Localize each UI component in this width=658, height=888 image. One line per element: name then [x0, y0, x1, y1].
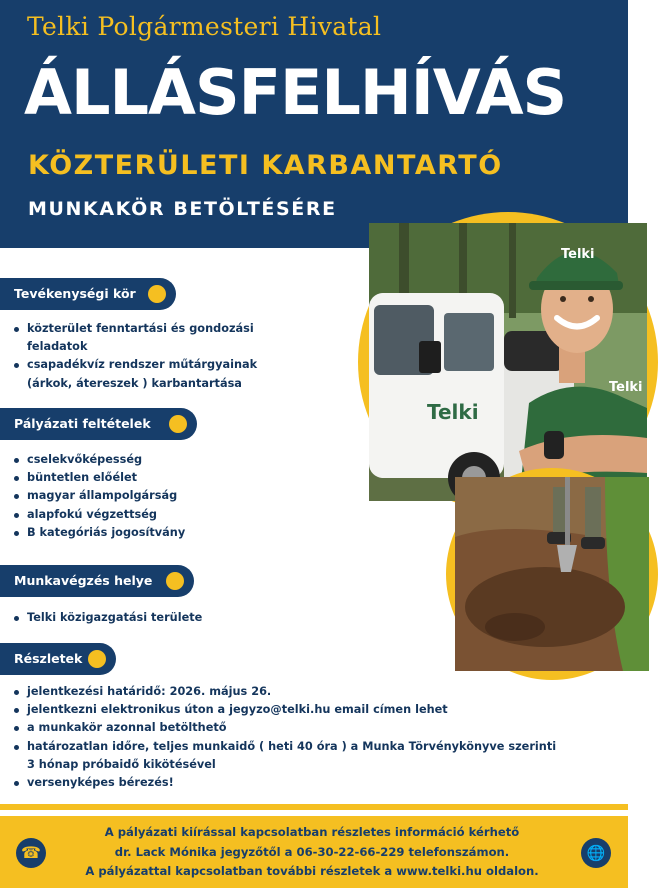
- section-title-details: Részletek: [14, 651, 83, 666]
- list-item: közterület fenntartási és gondozási: [12, 320, 282, 338]
- section-header-location: [0, 565, 194, 597]
- position-title: KÖZTERÜLETI KARBANTARTÓ: [28, 150, 503, 181]
- list-item: határozatlan időre, teljes munkaidő ( heti 40 óra ) a Munka Törvénykönyve szerinti: [12, 738, 612, 756]
- list-item: alapfokú végzettség: [12, 506, 272, 524]
- list-item-continuation: feladatok: [27, 340, 88, 354]
- list-item: B kategóriás jogosítvány: [12, 524, 272, 542]
- list-item: büntetlen előélet: [12, 469, 272, 487]
- list-item: jelentkezni elektronikus úton a jegyzo@telki.hu email címen lehet: [12, 701, 612, 719]
- list-item: magyar állampolgárság: [12, 487, 272, 505]
- activities-list: [12, 320, 282, 393]
- section-header-requirements: [0, 408, 197, 440]
- list-item: Telki közigazgatási területe: [12, 609, 292, 627]
- list-item: [12, 338, 282, 356]
- list-item: versenyképes bérezés!: [12, 774, 612, 792]
- location-list: [12, 609, 292, 627]
- footer-line-3: A pályázattal kapcsolatban további részletek a www.telki.hu oldalon.: [85, 864, 539, 878]
- headline: ÁLLÁSFELHÍVÁS: [24, 56, 567, 129]
- yellow-dot-icon: [88, 650, 106, 668]
- footer-line-2: dr. Lack Mónika jegyzőtől a 06-30-22-66-229 telefonszámon.: [114, 844, 510, 859]
- list-item-continuation: (árkok, átereszek ) karbantartása: [27, 376, 242, 390]
- worker-truck-illustration: [369, 223, 647, 501]
- header-banner: [0, 0, 628, 248]
- list-item: csapadékvíz rendszer műtárgyainak: [12, 356, 282, 374]
- worker-truck-photo: [369, 223, 647, 501]
- phone-icon: ☎: [16, 838, 46, 868]
- section-title-requirements: Pályázati feltételek: [14, 416, 151, 431]
- footer-line-1: A pályázati kiírással kapcsolatban részletes információ kérhető: [104, 825, 520, 839]
- details-list: [12, 683, 612, 792]
- yellow-dot-icon: [166, 572, 184, 590]
- section-title-activities: Tevékenységi kör: [14, 286, 136, 301]
- section-title-location: Munkavégzés helye: [14, 573, 153, 588]
- footer-divider: [0, 804, 628, 810]
- cap-logo-text: Telki: [561, 247, 595, 262]
- list-item: [12, 375, 282, 393]
- list-item: cselekvőképesség: [12, 451, 272, 469]
- requirements-list: [12, 451, 272, 542]
- list-item-continuation: 3 hónap próbaidő kikötésével: [27, 757, 216, 771]
- yellow-dot-icon: [148, 285, 166, 303]
- list-item: a munkakör azonnal betölthető: [12, 719, 612, 737]
- globe-icon: 🌐: [581, 838, 611, 868]
- position-subtitle: MUNKAKÖR BETÖLTÉSÉRE: [28, 198, 337, 220]
- digging-illustration: [455, 477, 649, 671]
- shirt-logo-text: Telki: [609, 380, 643, 395]
- digging-photo: [455, 477, 649, 671]
- organization-name: Telki Polgármesteri Hivatal: [27, 12, 382, 41]
- truck-logo-text: Telki: [427, 400, 479, 424]
- footer-contact-text: [56, 823, 568, 882]
- section-header-details: [0, 643, 116, 675]
- list-item: [12, 756, 612, 774]
- yellow-dot-icon: [169, 415, 187, 433]
- list-item: jelentkezési határidő: 2026. május 26.: [12, 683, 612, 701]
- section-header-activities: [0, 278, 176, 310]
